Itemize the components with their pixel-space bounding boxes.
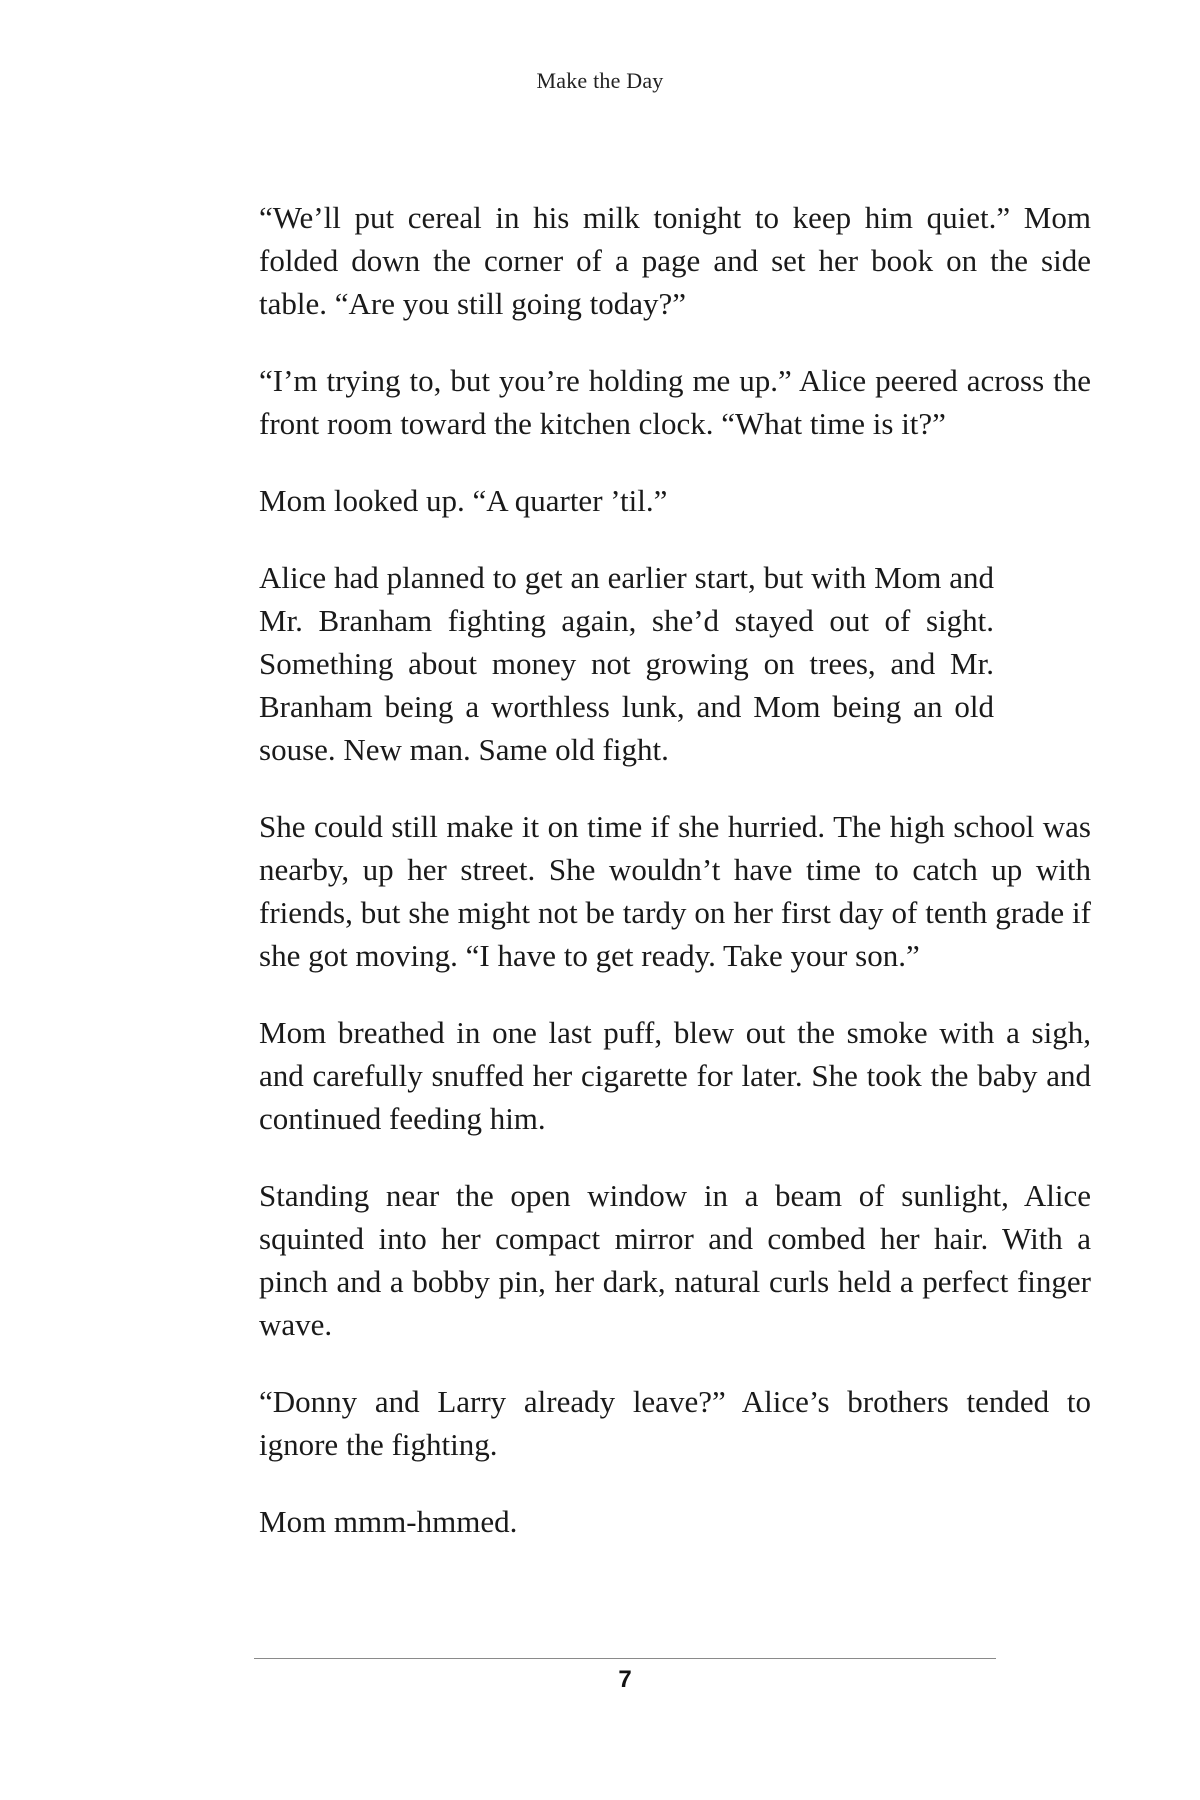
- footer-divider: [254, 1658, 996, 1659]
- paragraph: Alice had planned to get an earlier start, but with Mom and Mr. Branham fighting again, she’d stayed out of sight. Something about money not growing on trees, and Mr. Branham being a worthless lunk, and Mom being an old souse. New man. Same old fight.: [259, 560, 994, 767]
- paragraph: “We’ll put cereal in his milk tonight to keep him quiet.” Mom folded down the corner of a page and set her book on the side table. “Are you still going today?”: [259, 200, 1091, 321]
- paragraph: Standing near the open window in a beam of sunlight, Alice squinted into her compact mirror and combed her hair. With a pinch and a bobby pin, her dark, natural curls held a perfect finger wave.: [259, 1178, 1091, 1342]
- paragraph: She could still make it on time if she hurried. The high school was nearby, up her street. She wouldn’t have time to catch up with friends, but she might not be tardy on her first day of tenth grade if she got moving. “I have to get ready. Take your son.”: [259, 809, 1091, 973]
- page-number: 7: [618, 1666, 632, 1693]
- paragraph: Mom breathed in one last puff, blew out the smoke with a sigh, and carefully snuffed her cigarette for later. She took the baby and continued feeding him.: [259, 1015, 1091, 1136]
- paragraph: Mom mmm-hmmed.: [259, 1504, 518, 1539]
- text-body: [259, 196, 1091, 1577]
- paragraph: “I’m trying to, but you’re holding me up.” Alice peered across the front room toward the kitchen clock. “What time is it?”: [259, 363, 1091, 441]
- running-header: Make the Day: [536, 68, 664, 93]
- paragraph: Mom looked up. “A quarter ’til.”: [259, 483, 668, 518]
- paragraph: “Donny and Larry already leave?” Alice’s brothers tended to ignore the fighting.: [259, 1384, 1091, 1462]
